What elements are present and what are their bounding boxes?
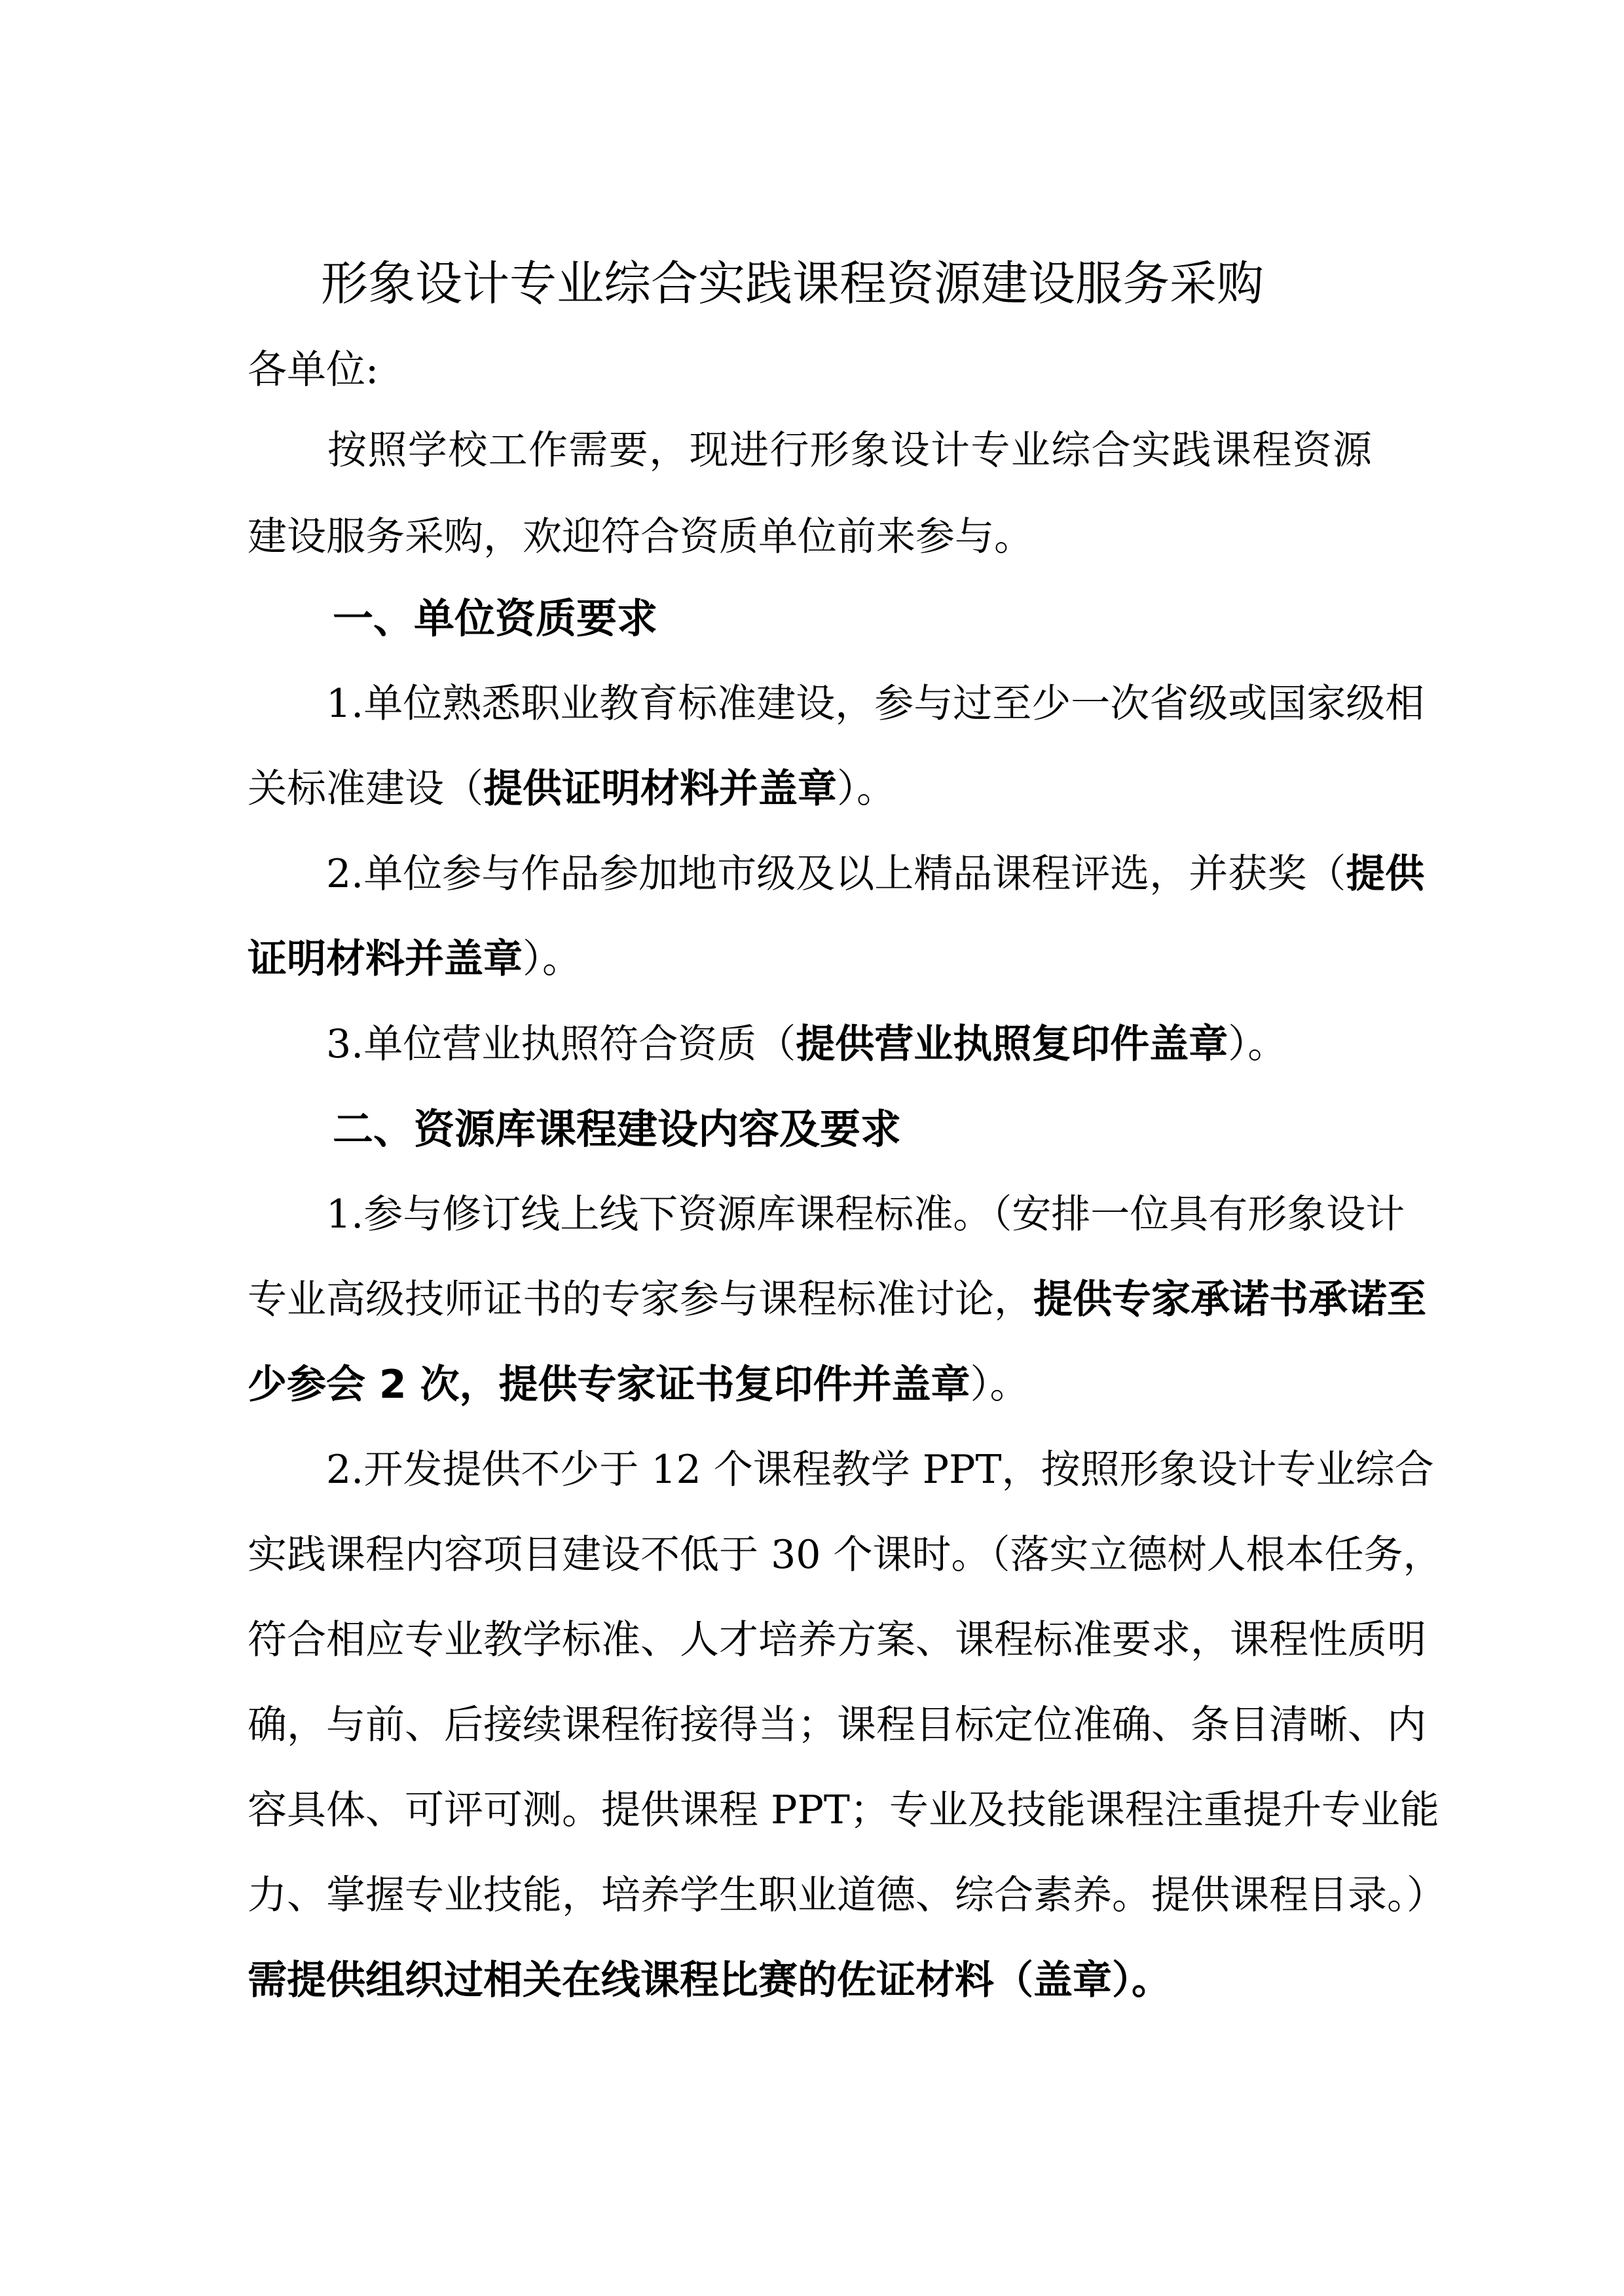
s2-item2-line6: 力、掌握专业技能，培养学生职业道德、综合素养。提供课程目录。） xyxy=(248,1872,1446,1918)
s1-item2-bold-b: 证明材料并盖章 xyxy=(248,936,523,982)
document-title: 形象设计专业综合实践课程资源建设服务采购 xyxy=(321,256,1264,311)
s2-item1-bold-b: 少参会 2 次，提供专家证书复印件并盖章 xyxy=(248,1362,970,1408)
s1-item1-line2 xyxy=(248,763,896,815)
intro-line-1: 按照学校工作需要，现进行形象设计专业综合实践课程资源 xyxy=(327,428,1372,473)
s1-item2-end: ）。 xyxy=(523,936,581,982)
section-2-heading: 二、资源库课程建设内容及要求 xyxy=(333,1105,902,1153)
salutation: 各单位: xyxy=(248,347,379,393)
s2-item1-line3 xyxy=(248,1358,1029,1411)
s2-item2-line3: 符合相应专业教学标准、人才培养方案、课程标准要求，课程性质明 xyxy=(248,1617,1426,1663)
s1-item2-line1 xyxy=(326,848,1424,900)
s2-item2-line2: 实践课程内容项目建设不低于 30 个课时。（落实立德树人根本任务， xyxy=(248,1532,1443,1578)
s2-item1-end: ）。 xyxy=(970,1362,1029,1408)
s2-item2-line5: 容具体、可评可测。提供课程 PPT；专业及技能课程注重提升专业能 xyxy=(248,1787,1439,1833)
s2-item1-line1: 1.参与修订线上线下资源库课程标准。（安排一位具有形象设计 xyxy=(326,1192,1405,1237)
s1-item3-bold: 提供营业执照复印件盖章 xyxy=(796,1021,1228,1067)
section-1-heading: 一、单位资质要求 xyxy=(333,594,658,642)
s2-item2-line1: 2.开发提供不少于 12 个课程教学 PPT，按照形象设计专业综合 xyxy=(326,1447,1434,1493)
s1-item2-plain: 2.单位参与作品参加地市级及以上精品课程评选，并获奖（ xyxy=(326,851,1346,897)
s1-item2-line2 xyxy=(248,933,581,985)
s2-item2-line4: 确，与前、后接续课程衔接得当；课程目标定位准确、条目清晰、内 xyxy=(248,1702,1426,1748)
s1-item1-bold: 提供证明材料并盖章 xyxy=(483,766,837,812)
s1-item1-line1: 1.单位熟悉职业教育标准建设，参与过至少一次省级或国家级相 xyxy=(326,681,1425,727)
s1-item3 xyxy=(326,1018,1287,1070)
s1-item3-plain: 3.单位营业执照符合资质（ xyxy=(326,1021,796,1067)
s2-item1-plain: 专业高级技师证书的专家参与课程标准讨论， xyxy=(248,1277,1033,1322)
s1-item3-end: ）。 xyxy=(1228,1021,1287,1067)
s1-item1-plain: 关标准建设（ xyxy=(248,766,483,812)
s2-item1-bold-a: 提供专家承诺书承诺至 xyxy=(1033,1277,1426,1322)
s2-item2-line7: 需提供组织过相关在线课程比赛的佐证材料（盖章）。 xyxy=(248,1958,1171,2003)
intro-line-2: 建设服务采购，欢迎符合资质单位前来参与。 xyxy=(248,514,1033,560)
s1-item2-bold-a: 提供 xyxy=(1346,851,1425,897)
s1-item1-end: ）。 xyxy=(837,766,896,812)
s2-item1-line2 xyxy=(248,1273,1426,1326)
